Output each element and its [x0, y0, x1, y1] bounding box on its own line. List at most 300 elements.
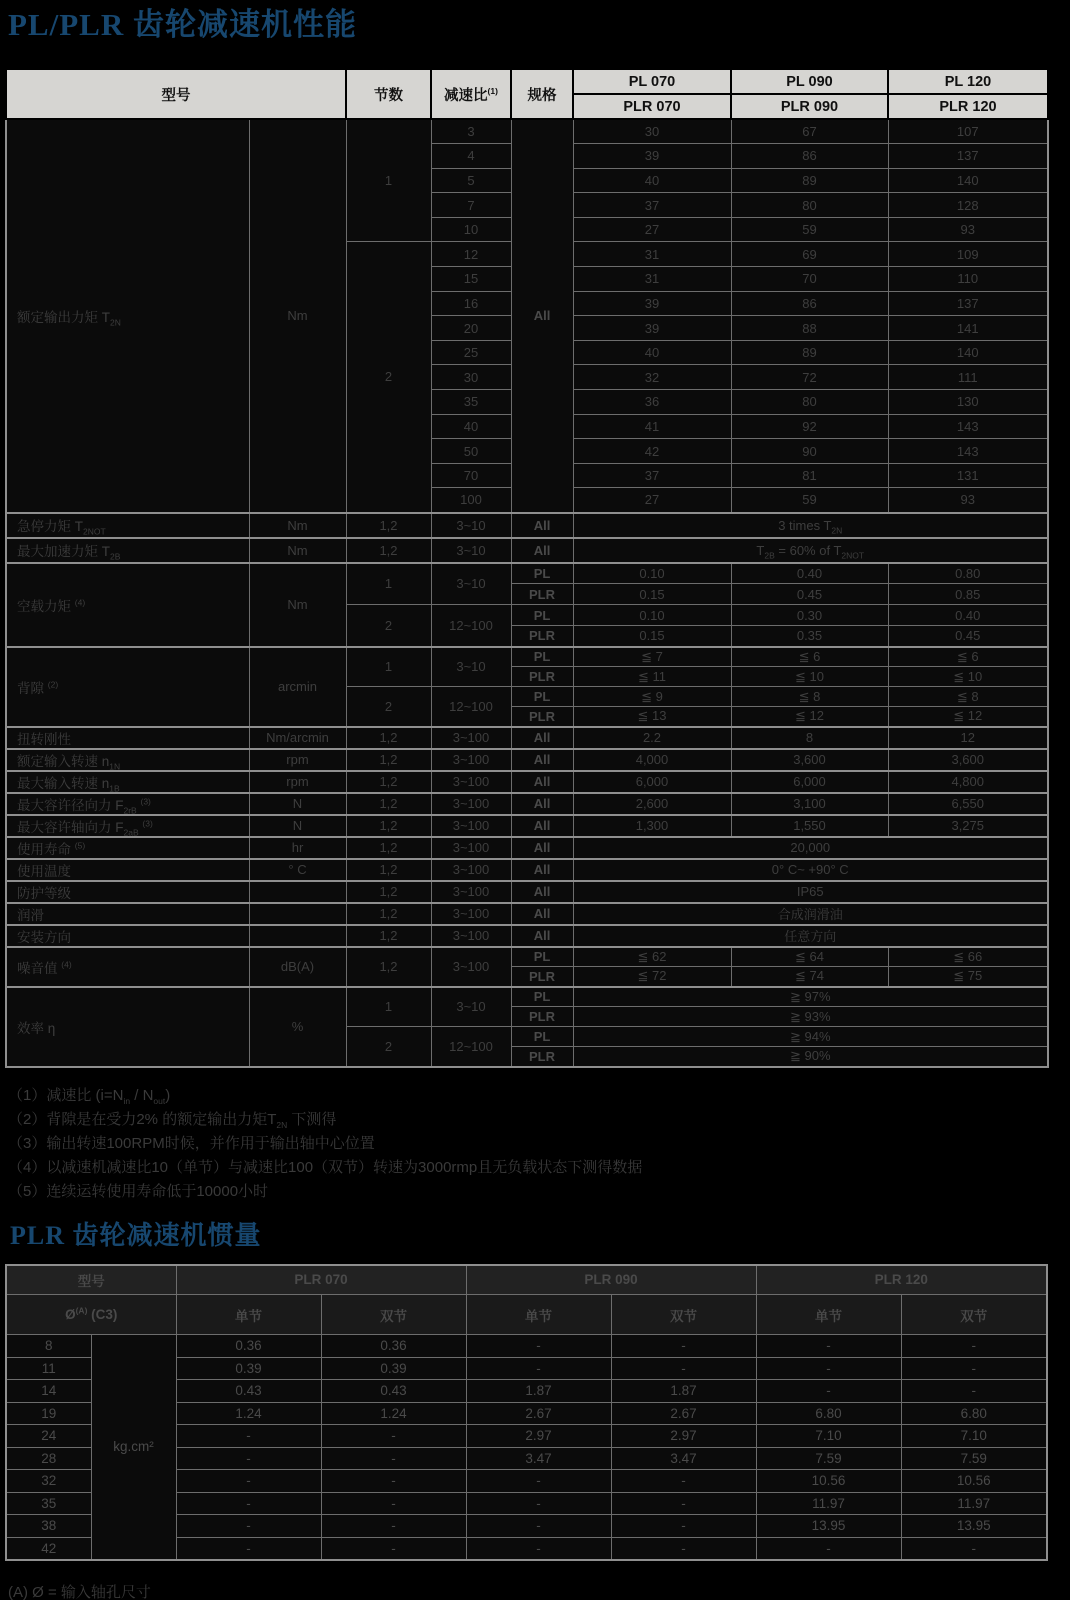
table-cell: 0.15 — [573, 584, 731, 605]
table-cell: 70 — [731, 267, 888, 292]
table-cell: 1.24 — [321, 1402, 466, 1425]
table-cell: dB(A) — [249, 947, 346, 987]
table-row-emergency-stop-torque — [6, 513, 1048, 538]
table-cell: 12 — [888, 727, 1048, 749]
table-cell: 6.80 — [756, 1402, 901, 1425]
table-cell: - — [466, 1357, 611, 1380]
table-cell: ≦ 74 — [731, 967, 888, 987]
table-cell: PL — [511, 687, 573, 707]
header-cell: 单节 — [466, 1295, 611, 1335]
header-cell: PLR 120 — [888, 94, 1048, 119]
table-cell: 3~10 — [431, 647, 511, 687]
table-cell: 6,550 — [888, 793, 1048, 815]
table-cell: - — [466, 1515, 611, 1538]
table-cell: 0.43 — [321, 1380, 466, 1403]
table-cell: 2 — [346, 1027, 431, 1067]
table-cell: 7.10 — [756, 1425, 901, 1448]
header-cell: PLR 090 — [731, 94, 888, 119]
table-cell: ≦ 8 — [888, 687, 1048, 707]
header-row — [6, 1265, 1047, 1295]
table-row-lubrication — [6, 903, 1048, 925]
table-cell: 2.97 — [611, 1425, 756, 1448]
table-cell: ≦ 8 — [731, 687, 888, 707]
table-cell: 59 — [731, 217, 888, 242]
table-cell: - — [176, 1515, 321, 1538]
table-row-mounting-direction — [6, 925, 1048, 947]
table-cell: 1,2 — [346, 513, 431, 538]
table-cell: - — [611, 1335, 756, 1358]
table-cell: ≦ 12 — [731, 707, 888, 727]
table-cell: 6,000 — [731, 771, 888, 793]
table-cell: PLR — [511, 1047, 573, 1067]
table-cell: - — [321, 1470, 466, 1493]
table-cell: 2.2 — [573, 727, 731, 749]
table-cell: 1,2 — [346, 815, 431, 837]
table-row-service-life — [6, 837, 1048, 859]
table-cell: ≦ 6 — [731, 647, 888, 667]
table-cell: - — [611, 1470, 756, 1493]
table-cell: 效率 η — [6, 987, 249, 1067]
table-row-max-acceleration-torque — [6, 538, 1048, 563]
table-cell: All — [511, 925, 573, 947]
table-cell — [249, 903, 346, 925]
table-cell: - — [756, 1335, 901, 1358]
table-cell: 80 — [731, 390, 888, 415]
table-cell: 3~100 — [431, 727, 511, 749]
table-cell: 4 — [431, 144, 511, 169]
table-cell: 1,2 — [346, 859, 431, 881]
table-cell: All — [511, 119, 573, 513]
header-cell: 双节 — [901, 1295, 1047, 1335]
table-cell: - — [321, 1492, 466, 1515]
table-cell: 7.10 — [901, 1425, 1047, 1448]
table-cell: 3,275 — [888, 815, 1048, 837]
footnote-3: （3）输出转速100RPM时候，并作用于输出轴中心位置 — [8, 1134, 375, 1152]
table-cell: PLR — [511, 584, 573, 605]
table-cell: 70 — [431, 463, 511, 488]
table-cell: 噪音值 $^{(4)}$ — [6, 947, 249, 987]
page-title-performance: PL/PLR 齿轮减速机性能 — [8, 7, 357, 42]
header-cell: PL 070 — [573, 69, 731, 94]
table-cell: 16 — [431, 291, 511, 316]
table-cell: 38 — [6, 1515, 91, 1538]
table-cell: rpm — [249, 749, 346, 771]
table-cell: 3 — [431, 119, 511, 144]
table-cell: 19 — [6, 1402, 91, 1425]
header-row — [6, 69, 1048, 94]
table-cell: 10.56 — [756, 1470, 901, 1493]
table-cell: 4,000 — [573, 749, 731, 771]
table-cell: 13.95 — [901, 1515, 1047, 1538]
table-cell: - — [756, 1380, 901, 1403]
table-cell: 0.85 — [888, 584, 1048, 605]
table-cell: - — [466, 1335, 611, 1358]
footnote-1: （1）减速比 $(i=N_{in} / N_{out})$ — [8, 1086, 171, 1106]
table-cell: 131 — [888, 463, 1048, 488]
table-cell: 89 — [731, 168, 888, 193]
table-cell: 130 — [888, 390, 1048, 415]
table-cell: 10 — [431, 217, 511, 242]
table-cell: 3~10 — [431, 538, 511, 563]
table-cell: All — [511, 859, 573, 881]
table-cell: 最大容许径向力 $F_{2rB}$ $^{(3)}$ — [6, 793, 249, 815]
table-cell: 39 — [573, 316, 731, 341]
table-cell: 3 times $T_{2N}$ — [573, 513, 1048, 538]
table-cell: All — [511, 513, 573, 538]
table-cell: 3,600 — [888, 749, 1048, 771]
table-cell: 7 — [431, 193, 511, 218]
table-cell: - — [611, 1357, 756, 1380]
table-cell: 1,550 — [731, 815, 888, 837]
table-row-efficiency — [6, 987, 1048, 1007]
table-cell: All — [511, 538, 573, 563]
table-cell: ≦ 62 — [573, 947, 731, 967]
table-cell: 3,600 — [731, 749, 888, 771]
table-cell: 0.35 — [731, 626, 888, 647]
table-cell: Nm — [249, 119, 346, 513]
table-cell: 最大加速力矩 $T_{2B}$ — [6, 538, 249, 563]
table-cell: 1,2 — [346, 837, 431, 859]
header-cell: PL 090 — [731, 69, 888, 94]
table-cell: 15 — [431, 267, 511, 292]
table-cell: - — [466, 1492, 611, 1515]
table-row-torsional-rigidity — [6, 727, 1048, 749]
table-cell: PL — [511, 1027, 573, 1047]
table-cell: 93 — [888, 488, 1048, 513]
table-cell: 69 — [731, 242, 888, 267]
table-cell: 111 — [888, 365, 1048, 390]
header-row — [6, 1295, 1047, 1335]
table-cell: 1,2 — [346, 749, 431, 771]
table-cell: 急停力矩 $T_{2NOT}$ — [6, 513, 249, 538]
table-cell: ≦ 13 — [573, 707, 731, 727]
table-cell: 92 — [731, 414, 888, 439]
table-cell: PLR — [511, 626, 573, 647]
table-cell: hr — [249, 837, 346, 859]
table-cell: 1,2 — [346, 947, 431, 987]
table-cell: 使用寿命 $^{(5)}$ — [6, 837, 249, 859]
table-cell: 2 — [346, 242, 431, 513]
table-cell: 35 — [6, 1492, 91, 1515]
table-cell: ≧ 93% — [573, 1007, 1048, 1027]
table-cell: 合成润滑油 — [573, 903, 1048, 925]
footnote-2: （2）背隙是在受力2% 的额定输出力矩$T_{2N}$ 下测得 — [8, 1110, 337, 1130]
table-cell: 1.87 — [611, 1380, 756, 1403]
table-cell: 背隙 $^{(2)}$ — [6, 647, 249, 727]
table-cell: All — [511, 881, 573, 903]
table-cell: Nm — [249, 513, 346, 538]
table-cell: 1,2 — [346, 925, 431, 947]
table-cell: 10.56 — [901, 1470, 1047, 1493]
table-cell: 2.67 — [611, 1402, 756, 1425]
table-cell: 35 — [431, 390, 511, 415]
table-cell: 8 — [731, 727, 888, 749]
table-cell: 13.95 — [756, 1515, 901, 1538]
table-cell: 2.67 — [466, 1402, 611, 1425]
table-cell: - — [756, 1357, 901, 1380]
table-cell: ≦ 66 — [888, 947, 1048, 967]
table-cell: 0.80 — [888, 563, 1048, 584]
table-cell: - — [176, 1447, 321, 1470]
table-cell: 20 — [431, 316, 511, 341]
table-cell: 1.87 — [466, 1380, 611, 1403]
table-cell: - — [176, 1425, 321, 1448]
table-cell: 37 — [573, 193, 731, 218]
table-cell: 3~100 — [431, 749, 511, 771]
table-cell: 0.40 — [731, 563, 888, 584]
table-cell: 50 — [431, 439, 511, 464]
table-cell: All — [511, 903, 573, 925]
table-cell: 27 — [573, 488, 731, 513]
table-cell: PL — [511, 647, 573, 667]
table-cell: 1.24 — [176, 1402, 321, 1425]
table-row-protection-class — [6, 881, 1048, 903]
table-cell: 67 — [731, 119, 888, 144]
table-cell: Nm — [249, 538, 346, 563]
table-cell: 2,600 — [573, 793, 731, 815]
header-cell: 节数 — [346, 69, 431, 119]
table-row-max-input-speed — [6, 771, 1048, 793]
table-cell: 0.40 — [888, 605, 1048, 626]
table-cell: 扭转刚性 — [6, 727, 249, 749]
table-cell: 14 — [6, 1380, 91, 1403]
header-cell: 双节 — [321, 1295, 466, 1335]
table-cell: All — [511, 815, 573, 837]
table-cell: 42 — [6, 1537, 91, 1560]
table-cell: 安装方向 — [6, 925, 249, 947]
table-cell: 0.15 — [573, 626, 731, 647]
table-cell: ≦ 64 — [731, 947, 888, 967]
table-cell: - — [756, 1537, 901, 1560]
table-cell: N — [249, 815, 346, 837]
table-cell: 2.97 — [466, 1425, 611, 1448]
table-cell: 0.30 — [731, 605, 888, 626]
table-cell: ≦ 9 — [573, 687, 731, 707]
table-cell: ≦ 75 — [888, 967, 1048, 987]
header-cell: PLR 120 — [756, 1265, 1047, 1295]
inertia-footnote — [8, 1581, 1070, 1600]
table-cell: 11.97 — [756, 1492, 901, 1515]
table-cell: 最大容许轴向力 $F_{2aB}$ $^{(3)}$ — [6, 815, 249, 837]
table-cell: 3~10 — [431, 513, 511, 538]
table-cell: 141 — [888, 316, 1048, 341]
header-cell: 减速比$^{(1)}$ — [431, 69, 511, 119]
table-cell: PL — [511, 563, 573, 584]
table-cell: 31 — [573, 267, 731, 292]
table-cell: 143 — [888, 414, 1048, 439]
table-cell: 空载力矩 $^{(4)}$ — [6, 563, 249, 647]
table-cell: 100 — [431, 488, 511, 513]
footnote-4: （4）以减速机减速比10（单节）与减速比100（双节）转速为3000rmp且无负载状态下测得数据 — [8, 1158, 643, 1176]
table-cell: 3~100 — [431, 771, 511, 793]
table-cell: 1 — [346, 563, 431, 605]
table-cell: 0.45 — [731, 584, 888, 605]
table-row-backlash — [6, 647, 1048, 667]
footnote-5: （5）连续运转使用寿命低于10000小时 — [8, 1182, 269, 1200]
table-cell: ≦ 10 — [888, 667, 1048, 687]
table-row-no-load-torque — [6, 563, 1048, 584]
header-cell: PLR 070 — [176, 1265, 466, 1295]
table-cell: - — [611, 1492, 756, 1515]
table-row-operating-temperature — [6, 859, 1048, 881]
table-cell: - — [901, 1335, 1047, 1358]
table-row-inertia-values — [6, 1335, 1047, 1358]
table-cell: 0.39 — [321, 1357, 466, 1380]
table-cell: 31 — [573, 242, 731, 267]
table-cell: 3,100 — [731, 793, 888, 815]
table-cell: 27 — [573, 217, 731, 242]
table-cell: Nm — [249, 563, 346, 647]
table-cell: 40 — [573, 340, 731, 365]
table-cell: 3~100 — [431, 837, 511, 859]
table-cell: 1 — [346, 647, 431, 687]
table-cell: 7.59 — [901, 1447, 1047, 1470]
table-row-rated-output-torque — [6, 119, 1048, 144]
table-cell: 41 — [573, 414, 731, 439]
table-cell: PLR — [511, 967, 573, 987]
table-cell: 1,2 — [346, 793, 431, 815]
table-cell: 128 — [888, 193, 1048, 218]
table-cell: - — [611, 1537, 756, 1560]
table-cell: 137 — [888, 291, 1048, 316]
table-cell: 7.59 — [756, 1447, 901, 1470]
table-cell: - — [901, 1537, 1047, 1560]
table-cell: ≦ 6 — [888, 647, 1048, 667]
table-cell: PLR — [511, 667, 573, 687]
table-cell: 30 — [573, 119, 731, 144]
table-cell: 86 — [731, 144, 888, 169]
table-cell: - — [466, 1470, 611, 1493]
header-cell: 单节 — [176, 1295, 321, 1335]
table-cell: 1,2 — [346, 538, 431, 563]
table-cell: 40 — [431, 414, 511, 439]
table-cell: 110 — [888, 267, 1048, 292]
table-cell: 12 — [431, 242, 511, 267]
table-cell: 0° C~ +90° C — [573, 859, 1048, 881]
table-cell: 3~100 — [431, 815, 511, 837]
table-cell: 143 — [888, 439, 1048, 464]
table-cell: 12~100 — [431, 687, 511, 727]
table-cell: 28 — [6, 1447, 91, 1470]
table-cell: 90 — [731, 439, 888, 464]
table-cell: 任意方向 — [573, 925, 1048, 947]
table-cell: All — [511, 793, 573, 815]
table-cell: 30 — [431, 365, 511, 390]
table-cell: 4,800 — [888, 771, 1048, 793]
table-cell: arcmin — [249, 647, 346, 727]
table-cell: 2 — [346, 605, 431, 647]
table-cell: rpm — [249, 771, 346, 793]
header-cell: 型号 — [6, 1265, 176, 1295]
page-title-inertia: PLR 齿轮减速机惯量 — [10, 1220, 262, 1250]
table-cell: 3~100 — [431, 881, 511, 903]
header-cell: PLR 090 — [466, 1265, 756, 1295]
performance-footnotes — [8, 1084, 1070, 1204]
table-cell: PL — [511, 987, 573, 1007]
table-cell: 防护等级 — [6, 881, 249, 903]
table-cell: Nm/arcmin — [249, 727, 346, 749]
table-cell: 137 — [888, 144, 1048, 169]
table-cell: 3~100 — [431, 947, 511, 987]
table-cell: 3~100 — [431, 859, 511, 881]
table-cell: 25 — [431, 340, 511, 365]
table-cell: 0.43 — [176, 1380, 321, 1403]
table-cell: - — [176, 1470, 321, 1493]
table-cell: ≦ 11 — [573, 667, 731, 687]
table-cell: 3~100 — [431, 793, 511, 815]
table-cell: 140 — [888, 340, 1048, 365]
table-cell: 1,2 — [346, 881, 431, 903]
table-cell: 额定输入转速 $n_{1N}$ — [6, 749, 249, 771]
table-cell: - — [466, 1537, 611, 1560]
table-cell: 5 — [431, 168, 511, 193]
table-cell: 0.45 — [888, 626, 1048, 647]
table-cell: - — [321, 1537, 466, 1560]
table-row-rated-input-speed — [6, 749, 1048, 771]
table-cell: 1,300 — [573, 815, 731, 837]
table-cell: 2 — [346, 687, 431, 727]
header-cell: 双节 — [611, 1295, 756, 1335]
table-cell: 39 — [573, 291, 731, 316]
table-cell: ≧ 97% — [573, 987, 1048, 1007]
table-cell: 86 — [731, 291, 888, 316]
header-cell: 规格 — [511, 69, 573, 119]
table-cell: 12~100 — [431, 605, 511, 647]
table-cell: 1,2 — [346, 727, 431, 749]
table-cell: - — [321, 1447, 466, 1470]
table-cell: 0.10 — [573, 605, 731, 626]
table-cell — [249, 925, 346, 947]
table-cell: 59 — [731, 488, 888, 513]
table-cell: 89 — [731, 340, 888, 365]
table-cell: All — [511, 749, 573, 771]
table-row-noise-level — [6, 947, 1048, 967]
table-cell: 72 — [731, 365, 888, 390]
table-cell: 39 — [573, 144, 731, 169]
table-cell: 8 — [6, 1335, 91, 1358]
table-cell: 6,000 — [573, 771, 731, 793]
table-cell: 3~10 — [431, 987, 511, 1027]
table-cell: 93 — [888, 217, 1048, 242]
table-cell: 11.97 — [901, 1492, 1047, 1515]
table-cell: 1,2 — [346, 771, 431, 793]
table-cell: N — [249, 793, 346, 815]
table-cell: 3~100 — [431, 903, 511, 925]
table-cell: 0.36 — [321, 1335, 466, 1358]
table-cell: ≦ 72 — [573, 967, 731, 987]
table-cell: 0.36 — [176, 1335, 321, 1358]
table-cell: 88 — [731, 316, 888, 341]
table-cell: $T_{2B} = 60\%$ of $T_{2NOT}$ — [573, 538, 1048, 563]
table-cell: 37 — [573, 463, 731, 488]
table-cell: PL — [511, 947, 573, 967]
header-cell: PL 120 — [888, 69, 1048, 94]
table-cell: 最大输入转速 $n_{1B}$ — [6, 771, 249, 793]
table-cell: 42 — [573, 439, 731, 464]
table-cell: PLR — [511, 707, 573, 727]
header-cell: 型号 — [6, 69, 346, 119]
table-cell: 使用温度 — [6, 859, 249, 881]
table-cell: 额定输出力矩 $T_{2N}$ — [6, 119, 249, 513]
table-cell: % — [249, 987, 346, 1067]
table-cell: 11 — [6, 1357, 91, 1380]
header-cell: $Ø^{(A)}$ (C3) — [6, 1295, 176, 1335]
table-cell: 81 — [731, 463, 888, 488]
table-cell: ° C — [249, 859, 346, 881]
table-cell: 80 — [731, 193, 888, 218]
table-cell: 0.10 — [573, 563, 731, 584]
table-cell: - — [611, 1515, 756, 1538]
